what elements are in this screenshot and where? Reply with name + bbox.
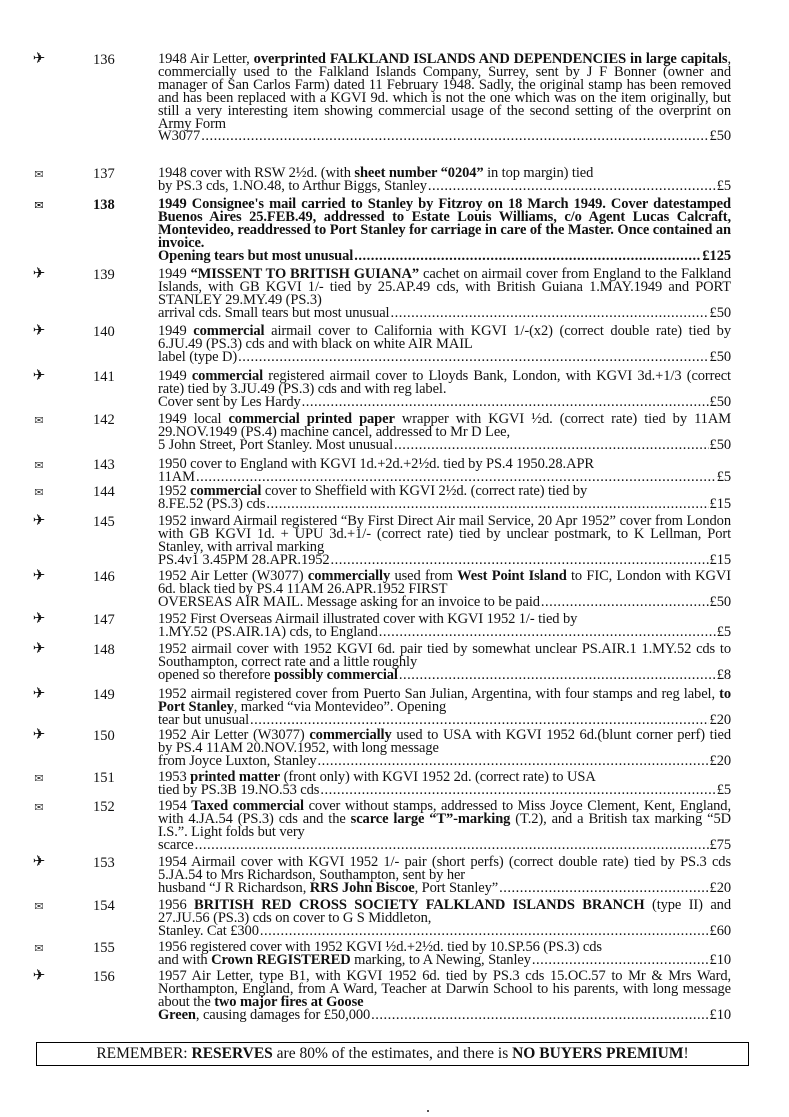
airmail-plane-icon: ✈ [32, 321, 46, 339]
lot-final-text [158, 393, 301, 410]
bold-text-run: RRS John Biscoe [309, 879, 415, 896]
lot-description-body [158, 970, 731, 1009]
airmail-plane-icon: ✈ [32, 725, 46, 743]
text-run: (front only) with KGVI 1952 2d. (correct rate) to USA [280, 769, 596, 785]
lot-estimate-price: £50 [709, 348, 731, 365]
lot-description [158, 899, 731, 938]
lot-description [158, 800, 731, 852]
page-mark [427, 1110, 429, 1112]
lot-number: 137 [93, 166, 115, 182]
airmail-plane-icon: ✈ [32, 639, 46, 657]
lot-final-line [158, 247, 731, 264]
lot-description-body [158, 515, 731, 554]
lot-estimate-price: £15 [709, 495, 731, 512]
envelope-icon: ✉ [34, 801, 44, 814]
lot-estimate-price: £50 [709, 128, 731, 145]
text-run: (type II) and 27.JU.56 (PS.3) cds on cover to G S Middleton, [158, 897, 731, 926]
lot-final-text [158, 348, 238, 365]
lot-number: 146 [93, 569, 115, 585]
lot-final-line [158, 593, 731, 610]
lot-estimate-price: £50 [709, 393, 731, 410]
lot-final-text [158, 623, 378, 640]
text-run: wrapper with KGVI ½d. (correct rate) tied by 11AM 29.NOV.1949 (PS.4) machine cancel, addressed to Mr D Lee, [158, 411, 731, 440]
lot-estimate-price: £50 [709, 436, 731, 453]
bold-text-run: RESERVES [191, 1045, 273, 1062]
lot-description-body [158, 325, 731, 351]
lot-description-body [158, 899, 731, 925]
lot-final-text [158, 781, 320, 798]
lot-final-line [158, 1006, 731, 1023]
lot-final-text [158, 666, 398, 683]
airmail-plane-icon: ✈ [32, 609, 46, 627]
lot-estimate-price: £20 [709, 752, 731, 769]
lot-description-body [158, 370, 731, 396]
envelope-icon: ✉ [34, 459, 44, 472]
lot-description [158, 570, 731, 609]
text-run: OVERSEAS AIR MAIL. Message asking for an invoice to be paid [158, 593, 540, 610]
text-run: 1949 [158, 368, 192, 384]
text-run: 1952 airmail registered cover from Puerto San Julian, Argentina, with four stamps and reg label, [158, 686, 720, 702]
lot-description [158, 856, 731, 895]
text-run: 1952 [158, 483, 191, 499]
bold-text-run: BRITISH RED CROSS SOCIETY FALKLAND ISLANDS BRANCH [194, 897, 645, 913]
lot-final-text [158, 177, 427, 194]
text-run: marking, to A Newing, Stanley [350, 951, 531, 968]
lot-final-text [158, 1006, 371, 1023]
dot-leader [238, 351, 708, 364]
text-run: airmail cover to California with KGVI 1/-(x2) (correct double rate) tied by 6.JU.49 (PS.3) cds and with black on white AIR MAIL [158, 323, 731, 352]
lot-estimate-price: £20 [709, 711, 731, 728]
lot-estimate-price: £50 [709, 593, 731, 610]
lot-description [158, 688, 731, 727]
lot-final-text [158, 304, 390, 321]
lot-number: 136 [93, 52, 115, 68]
lot-description-body [158, 413, 731, 439]
dot-leader [379, 626, 716, 639]
lot-description-body [158, 729, 731, 755]
lot-final-text [158, 551, 330, 568]
lot-final-text [158, 951, 531, 968]
dot-leader [371, 1009, 708, 1022]
dot-leader [260, 925, 709, 938]
lot-number: 154 [93, 898, 115, 914]
lot-estimate-price: £5 [716, 468, 731, 485]
dot-leader [302, 396, 709, 409]
bold-text-run: commercially [309, 727, 392, 743]
dot-leader [317, 755, 708, 768]
text-run: Opening tears but most unusual [158, 247, 354, 264]
lot-description [158, 515, 731, 567]
text-run: opened so therefore [158, 666, 274, 683]
dot-leader [390, 307, 708, 320]
lot-final-line [158, 711, 731, 728]
bold-text-run: “MISSENT TO BRITISH GUIANA” [190, 266, 420, 282]
lot-estimate-price: £5 [716, 177, 731, 194]
dot-leader [541, 596, 709, 609]
bold-text-run: to Port Stanley [158, 686, 731, 715]
lot-final-line [158, 836, 731, 853]
lot-number: 147 [93, 612, 115, 628]
dot-leader [250, 714, 709, 727]
airmail-plane-icon: ✈ [32, 511, 46, 529]
lot-final-line [158, 781, 731, 798]
text-run: 1949 Consignee's mail carried to Stanley by Fitzroy on 18 March 1949. Cover datestamped Buenos Aires 25.FEB.49, addressed to Estate Louis Williams, c/o Agent Lucas Calcraft, Montevideo, readdressed to Port Stanley for carriage in care of the Master. Once contained an invoice. [158, 196, 731, 251]
text-run: registered airmail cover to Lloyds Bank, London, with KGVI 3d.+1/3 (correct rate) tied by 3.JU.49 (PS.3) cds and with reg label. [158, 368, 731, 397]
airmail-plane-icon: ✈ [32, 852, 46, 870]
text-run: W3077 [158, 128, 201, 145]
text-run: 8.FE.52 (PS.3) cds [158, 495, 266, 512]
lot-final-line [158, 623, 731, 640]
lot-final-text [158, 247, 354, 264]
bold-text-run: commercial [193, 323, 265, 339]
lot-description-body [158, 643, 731, 669]
lot-final-text [158, 436, 394, 453]
text-run: from Joyce Luxton, Stanley [158, 752, 317, 769]
bold-text-run: Taxed commercial [191, 798, 304, 814]
text-run: 5 John Street, Port Stanley. Most unusual [158, 436, 394, 453]
lot-final-text [158, 752, 317, 769]
lot-number: 153 [93, 855, 115, 871]
bold-text-run: printed matter [190, 769, 281, 785]
lot-number: 150 [93, 728, 115, 744]
text-run: 1949 local [158, 411, 229, 427]
bold-text-run: possibly commercial [273, 666, 398, 683]
text-run: husband “J R Richardson, [158, 879, 310, 896]
text-run: 1952 inward Airmail registered “By First Direct Air mail Service, 20 Apr 1952” cover from London with GB KGVI 1d. + UPU 3d.+1/- (correct rate) tied by unclear postmark, to K Lellman, Port Stanley, with arrival marking [158, 513, 731, 555]
text-run: cachet on airmail cover from England to the Falkland Islands, with GB KGVI 1/- tied by 25.AP.49 cds, with British Guiana 1.MAY.1949 and PORT STANLEY 29.MY.49 (PS.3) [158, 266, 731, 308]
airmail-plane-icon: ✈ [32, 366, 46, 384]
lot-estimate-price: £15 [709, 551, 731, 568]
lot-description-body [158, 570, 731, 596]
text-run: 1956 registered cover with 1952 KGVI ½d.+2½d. tied by 10.SP.56 (PS.3) cds [158, 939, 602, 955]
lot-estimate-price: £60 [709, 922, 731, 939]
text-run: 1954 [158, 798, 192, 814]
lot-number: 142 [93, 412, 115, 428]
lot-final-text [158, 495, 266, 512]
lot-description [158, 485, 731, 511]
text-run: 1957 Air Letter, type B1, with KGVI 1952 6d. tied by PS.3 cds 15.OC.57 to Mr & Mrs Ward, Northampton, England, from A Ward, Teacher at Darwin School to his parents, with long message about the [158, 968, 731, 1010]
text-run: in top margin) tied [483, 165, 594, 181]
lot-estimate-price: £125 [702, 247, 731, 264]
text-run: 1949 [158, 266, 191, 282]
text-run: 1948 Air Letter, [158, 51, 254, 67]
text-run: 1954 Airmail cover with KGVI 1952 1/- pair (short perfs) (correct double rate) tied by PS.3 cds 5.JA.54 to Mrs Richardson, Southampton, sent by her [158, 854, 731, 883]
lot-description [158, 941, 731, 967]
bold-text-run: commercial [191, 368, 264, 384]
text-run: tear but unusual [158, 711, 250, 728]
envelope-icon: ✉ [34, 486, 44, 499]
lot-description-body [158, 800, 731, 839]
lot-final-line [158, 177, 731, 194]
lot-description [158, 613, 731, 639]
reserves-notice-box [36, 1042, 749, 1066]
lot-final-text [158, 922, 259, 939]
dot-leader [394, 439, 709, 452]
lot-final-line [158, 348, 731, 365]
lot-final-text [158, 468, 195, 485]
lot-description [158, 458, 731, 484]
bold-text-run: NO BUYERS PREMIUM [512, 1045, 684, 1062]
lot-number: 144 [93, 484, 115, 500]
text-run: 11AM [158, 468, 195, 485]
lot-description [158, 325, 731, 364]
dot-leader [428, 180, 716, 193]
text-run: 1948 cover with RSW 2½d. (with [158, 165, 355, 181]
text-run: 1953 [158, 769, 191, 785]
lot-description [158, 970, 731, 1022]
airmail-plane-icon: ✈ [32, 566, 46, 584]
text-run: ! [683, 1045, 689, 1062]
lot-number: 156 [93, 969, 115, 985]
text-run: label (type D) [158, 348, 238, 365]
bold-text-run: Green [158, 1006, 196, 1023]
lot-number: 151 [93, 770, 115, 786]
lot-number: 139 [93, 267, 115, 283]
text-run: 1.MY.52 (PS.AIR.1A) cds, to England [158, 623, 378, 640]
dot-leader [532, 954, 709, 967]
lot-description-body [158, 198, 731, 250]
lot-number: 145 [93, 514, 115, 530]
lot-estimate-price: £50 [709, 304, 731, 321]
text-run: Stanley. Cat £300 [158, 922, 259, 939]
dot-leader [266, 498, 708, 511]
text-run: 1952 airmail cover with 1952 KGVI 6d. pair tied by somewhat unclear PS.AIR.1 1.MY.52 cds to Southampton, correct rate and a little roughly [158, 641, 731, 670]
lot-description-body [158, 688, 731, 714]
lot-estimate-price: £20 [709, 879, 731, 896]
lot-number: 140 [93, 324, 115, 340]
lot-estimate-price: £10 [709, 1006, 731, 1023]
lot-final-line [158, 879, 731, 896]
text-run: , marked “via Montevideo”. Opening [233, 698, 447, 715]
lot-description-body [158, 856, 731, 882]
airmail-plane-icon: ✈ [32, 684, 46, 702]
text-run: to FIC, London with KGVI 6d. black tied by PS.4 11AM 26.APR.1952 FIRST [158, 568, 731, 597]
text-run: PS.4v1 3.45PM 28.APR.1952 [158, 551, 330, 568]
text-run: by PS.3 cds, 1.NO.48, to Arthur Biggs, Stanley [158, 177, 427, 194]
lot-description-body [158, 458, 731, 471]
lot-final-text [158, 836, 194, 853]
lot-number: 152 [93, 799, 115, 815]
lot-description-body [158, 268, 731, 307]
lot-number: 148 [93, 642, 115, 658]
text-run: cover to Sheffield with KGVI 2½d. (correct rate) tied by [261, 483, 588, 499]
lot-final-line [158, 304, 731, 321]
text-run: and with [158, 951, 212, 968]
lot-description [158, 729, 731, 768]
lot-description [158, 167, 731, 193]
lot-final-text [158, 711, 250, 728]
text-run: REMEMBER: [96, 1045, 192, 1062]
dot-leader [354, 250, 701, 263]
lot-final-line [158, 922, 731, 939]
text-run: 1956 [158, 897, 195, 913]
lot-final-line [158, 468, 731, 485]
envelope-icon: ✉ [34, 168, 44, 181]
lot-final-line [158, 551, 731, 568]
envelope-icon: ✉ [34, 414, 44, 427]
lot-number: 143 [93, 457, 115, 473]
lot-final-line [158, 752, 731, 769]
bold-text-run: sheet number “0204” [354, 165, 484, 181]
lot-description [158, 198, 731, 263]
bold-text-run: commercially [307, 568, 391, 584]
bold-text-run: overprinted FALKLAND ISLANDS AND DEPENDENCIES in large capitals [253, 51, 728, 67]
envelope-icon: ✉ [34, 900, 44, 913]
dot-leader [399, 669, 716, 682]
lot-description [158, 771, 731, 797]
lot-number: 155 [93, 940, 115, 956]
lot-final-line [158, 393, 731, 410]
lot-final-text [158, 879, 499, 896]
text-run: 1949 [158, 323, 194, 339]
lot-estimate-price: £8 [716, 666, 731, 683]
text-run: 1952 First Overseas Airmail illustrated cover with KGVI 1952 1/- tied by [158, 611, 578, 627]
lot-number: 141 [93, 369, 115, 385]
lot-description [158, 643, 731, 682]
airmail-plane-icon: ✈ [32, 966, 46, 984]
text-run: Cover sent by Les Hardy [158, 393, 301, 410]
bold-text-run: commercial [190, 483, 262, 499]
lot-description [158, 370, 731, 409]
bold-text-run: West Point Island [457, 568, 567, 584]
text-run: are 80% of the estimates, and there is [272, 1045, 513, 1062]
lot-estimate-price: £10 [709, 951, 731, 968]
airmail-plane-icon: ✈ [32, 49, 46, 67]
text-run: , commercially used to the Falkland Islands Company, Surrey, sent by J F Bonner (owner and manager of San Carlos Farm) dated 11 February 1948. Sadly, the original stamp has been removed and has been replaced with a KGVI 9d. which is not the one which was on the item originally, but still a very interesting item showing commercial usage of the second setting of the overprint on Army Form [158, 51, 731, 132]
text-run: 1952 Air Letter (W3077) [158, 568, 308, 584]
text-run: used to USA with KGVI 1952 6d.(blunt corner perf) tied by PS.4 11AM 20.NOV.1952, with long message [158, 727, 731, 756]
envelope-icon: ✉ [34, 942, 44, 955]
text-run: used from [390, 568, 458, 584]
lot-final-line [158, 130, 731, 143]
dot-leader [201, 130, 708, 143]
text-run: 1952 Air Letter (W3077) [158, 727, 310, 743]
lot-final-text [158, 130, 200, 143]
lot-final-text [158, 593, 540, 610]
bold-text-run: Crown REGISTERED [211, 951, 351, 968]
lot-estimate-price: £75 [709, 836, 731, 853]
lot-final-line [158, 436, 731, 453]
text-run: tied by PS.3B 19.NO.53 cds [158, 781, 320, 798]
bold-text-run: commercial printed paper [228, 411, 395, 427]
text-run: scarce [158, 836, 194, 853]
text-run: , Port Stanley” [414, 879, 499, 896]
lot-description [158, 268, 731, 320]
text-run: 1950 cover to England with KGVI 1d.+2d.+2½d. tied by PS.4 1950.28.APR [158, 456, 594, 472]
dot-leader [196, 471, 716, 484]
reserves-notice-text [96, 1045, 688, 1062]
lot-estimate-price: £5 [716, 781, 731, 798]
text-run: , causing damages for £50,000 [195, 1006, 371, 1023]
text-run: (T.2), and a British tax marking “5D I.S.”. Light folds but very [158, 810, 731, 840]
dot-leader [320, 784, 715, 797]
dot-leader [331, 554, 709, 567]
lot-description [158, 53, 731, 143]
text-run: arrival cds. Small tears but most unusual [158, 304, 390, 321]
lot-final-line [158, 666, 731, 683]
lot-number: 149 [93, 687, 115, 703]
bold-text-run: two major fires at Goose [214, 993, 364, 1010]
dot-leader [195, 839, 709, 852]
dot-leader [499, 882, 708, 895]
bold-text-run: scarce large “T”-marking [350, 810, 511, 827]
envelope-icon: ✉ [34, 772, 44, 785]
lot-final-line [158, 495, 731, 512]
airmail-plane-icon: ✈ [32, 264, 46, 282]
text-run: cover without stamps, addressed to Miss Joyce Clement, Kent, England, with 4.JA.54 (PS.3) cds and the [158, 798, 731, 827]
lot-number: 138 [93, 197, 115, 213]
lot-final-line [158, 951, 731, 968]
lot-description-body [158, 53, 731, 130]
lot-estimate-price: £5 [716, 623, 731, 640]
envelope-icon: ✉ [34, 199, 44, 212]
lot-description [158, 413, 731, 452]
